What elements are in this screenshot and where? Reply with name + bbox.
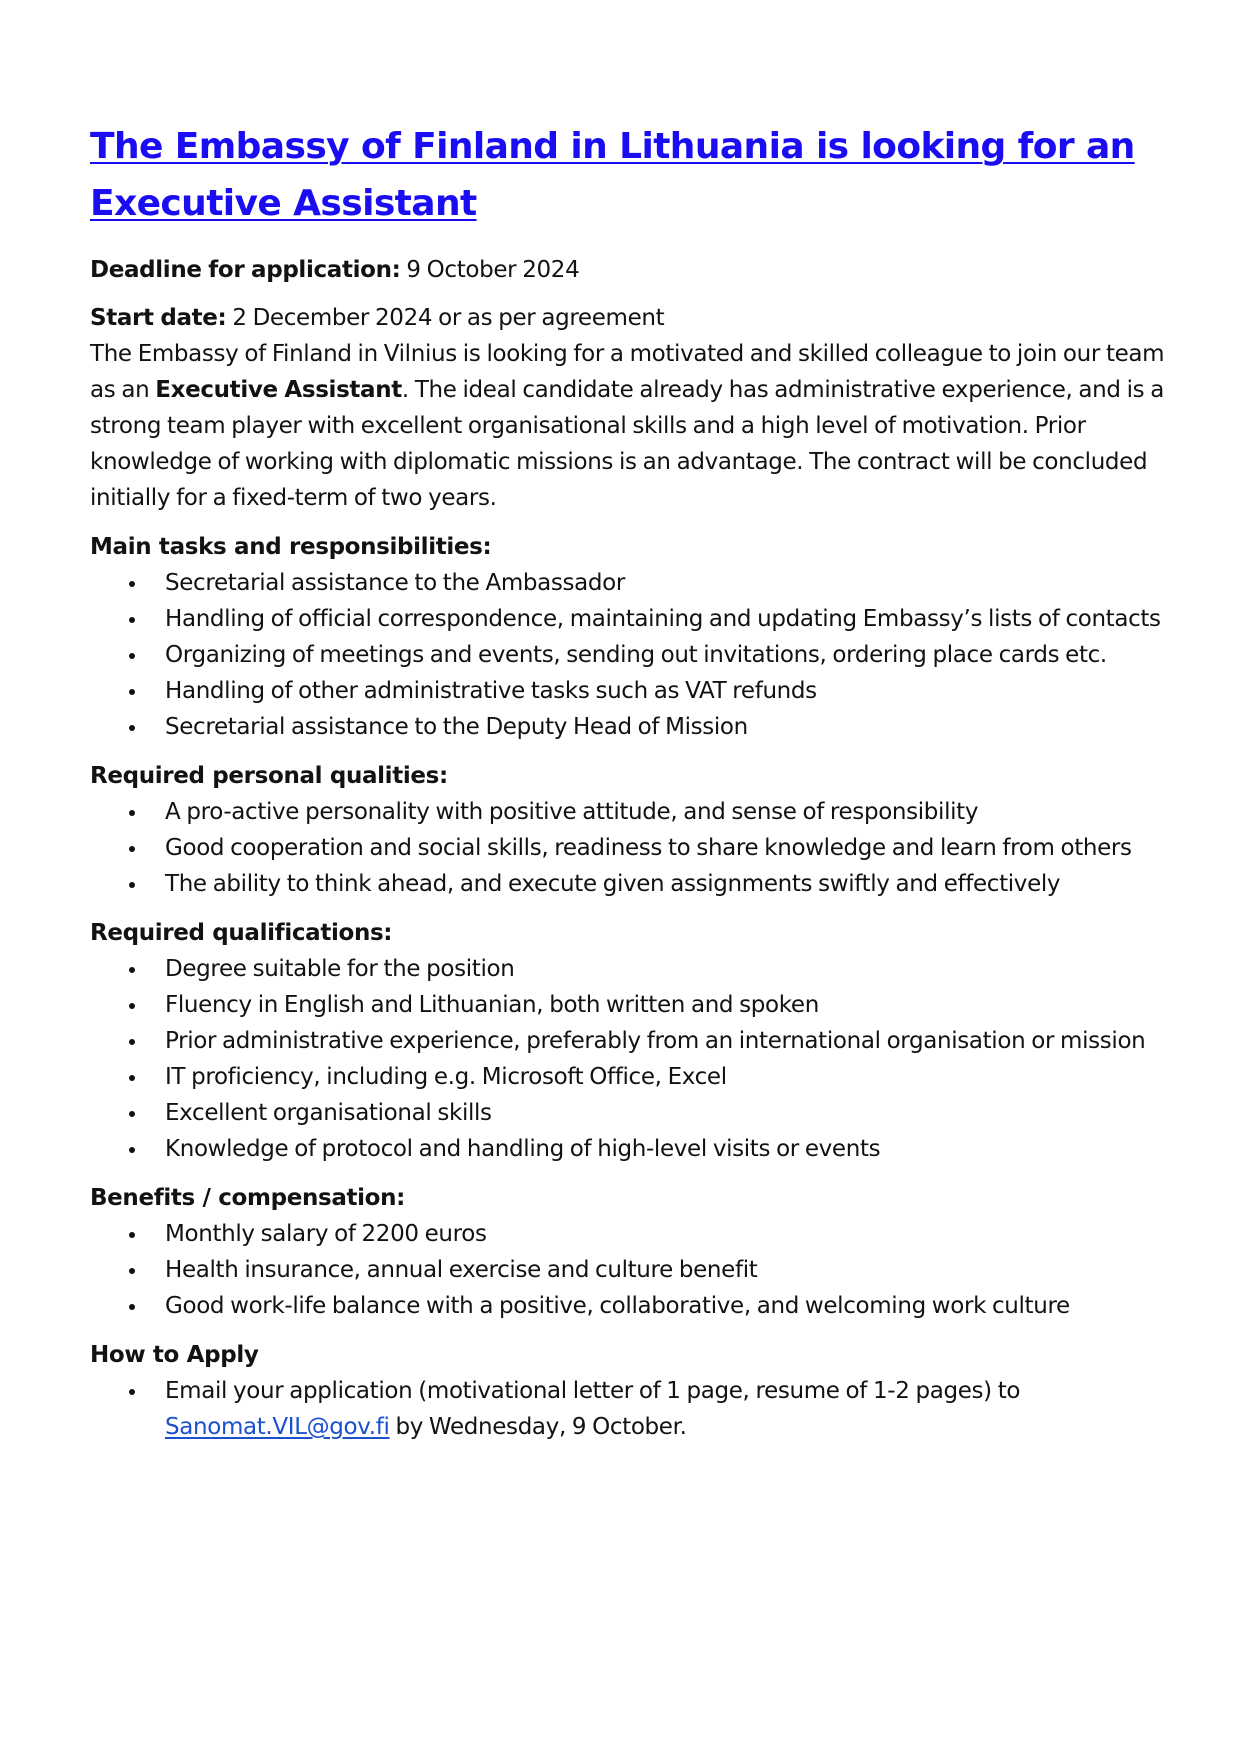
list-item: The ability to think ahead, and execute given assignments swiftly and effectively [165, 866, 1170, 902]
list-item: Organizing of meetings and events, sending out invitations, ordering place cards etc. [165, 637, 1170, 673]
list-item: A pro-active personality with positive attitude, and sense of responsibility [165, 794, 1170, 830]
list-item: Good work-life balance with a positive, collaborative, and welcoming work culture [165, 1288, 1170, 1324]
apply-text-before: Email your application (motivational letter of 1 page, resume of 1-2 pages) to [165, 1378, 1021, 1404]
document-page [90, 118, 1170, 1458]
title-link[interactable]: The Embassy of Finland in Lithuania is looking for an Executive Assistant [90, 126, 1135, 224]
apply-list [90, 1373, 1170, 1445]
intro-text-1: The Embassy of Finland in Vilnius is looking for a motivated and skilled colleague to join our team as an [90, 341, 1165, 403]
deadline-label: Deadline for application: [90, 257, 401, 283]
list-item: Secretarial assistance to the Ambassador [165, 565, 1170, 601]
list-item: Excellent organisational skills [165, 1095, 1170, 1131]
tasks-list [90, 565, 1170, 745]
qualities-list [90, 794, 1170, 902]
qualities-heading: Required personal qualities: [90, 763, 448, 789]
list-item: Degree suitable for the position [165, 951, 1170, 987]
start-date-line [90, 300, 1170, 336]
list-item: Health insurance, annual exercise and culture benefit [165, 1252, 1170, 1288]
list-item [165, 1373, 1170, 1445]
list-item: Knowledge of protocol and handling of high-level visits or events [165, 1131, 1170, 1167]
start-date-label: Start date: [90, 305, 227, 331]
benefits-heading: Benefits / compensation: [90, 1185, 405, 1211]
list-item: Good cooperation and social skills, readiness to share knowledge and learn from others [165, 830, 1170, 866]
qualifications-list [90, 951, 1170, 1167]
list-item: IT proficiency, including e.g. Microsoft Office, Excel [165, 1059, 1170, 1095]
intro-text-2: . The ideal candidate already has administrative experience, and is a strong team player with excellent organisational skills and a high level of motivation. Prior knowledge of working with diplomatic missions is an advantage. The contract will be concluded initially for a fixed-term of two years. [90, 377, 1164, 511]
intro-emphasis: Executive Assistant [155, 377, 402, 403]
list-item: Fluency in English and Lithuanian, both written and spoken [165, 987, 1170, 1023]
list-item: Handling of other administrative tasks such as VAT refunds [165, 673, 1170, 709]
page-title [90, 118, 1170, 232]
list-item: Handling of official correspondence, maintaining and updating Embassy’s lists of contacts [165, 601, 1170, 637]
qualifications-heading: Required qualifications: [90, 920, 393, 946]
start-date-value: 2 December 2024 or as per agreement [232, 305, 665, 331]
intro-paragraph [90, 336, 1170, 516]
list-item: Secretarial assistance to the Deputy Head of Mission [165, 709, 1170, 745]
apply-text-after: by Wednesday, 9 October. [389, 1414, 687, 1440]
list-item: Prior administrative experience, preferably from an international organisation or mission [165, 1023, 1170, 1059]
deadline-line [90, 252, 1170, 288]
tasks-heading: Main tasks and responsibilities: [90, 534, 492, 560]
email-link[interactable]: Sanomat.VIL@gov.fi [165, 1414, 390, 1440]
apply-heading: How to Apply [90, 1342, 259, 1368]
deadline-value: 9 October 2024 [406, 257, 580, 283]
list-item: Monthly salary of 2200 euros [165, 1216, 1170, 1252]
benefits-list [90, 1216, 1170, 1324]
